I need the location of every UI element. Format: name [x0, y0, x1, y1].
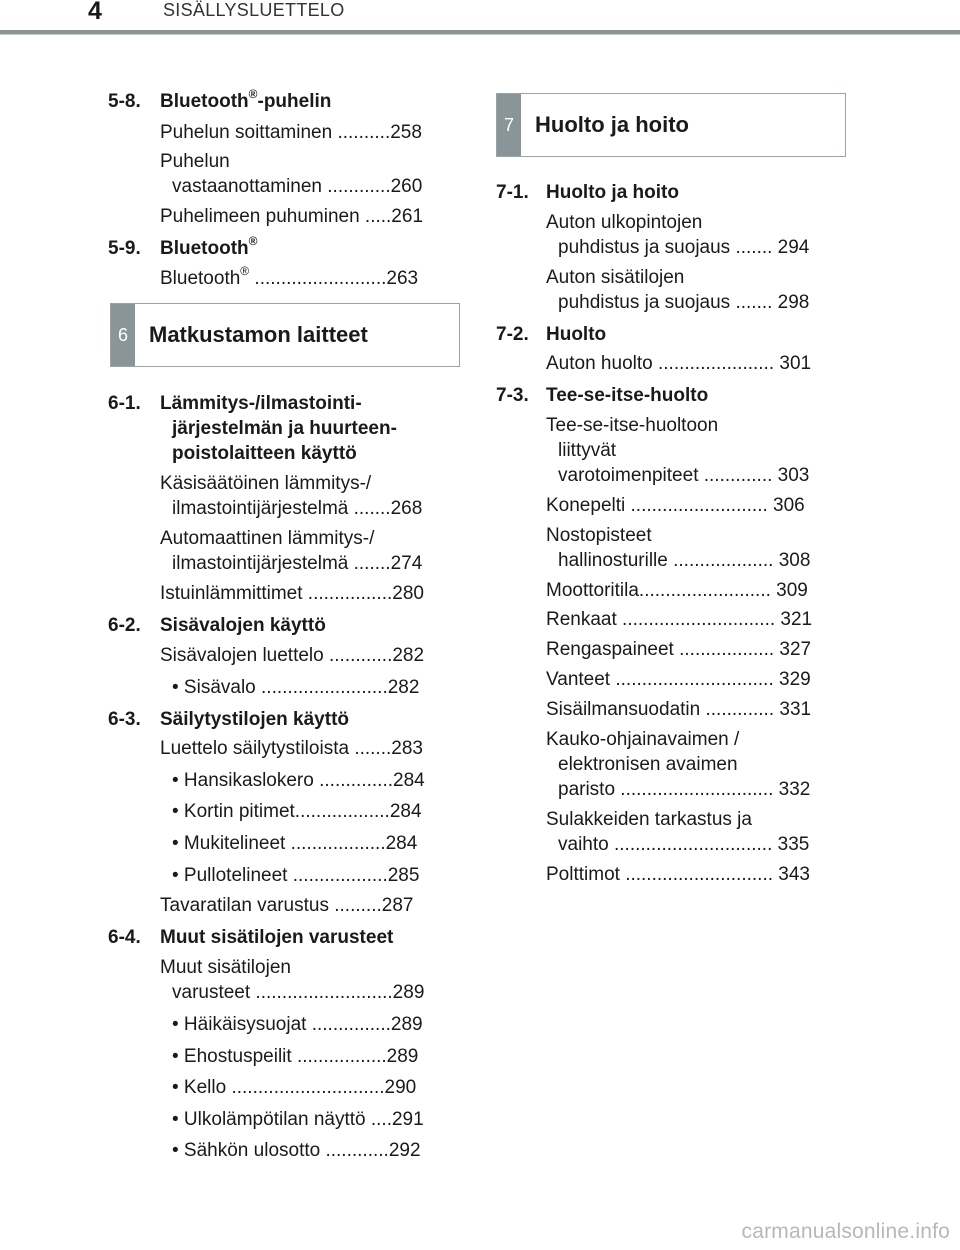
- toc-entry[interactable]: • Pullotelineet ..................285: [172, 865, 420, 886]
- section-title: järjestelmän ja huurteen-: [172, 418, 397, 439]
- toc-entry[interactable]: Renkaat ............................. 321: [546, 609, 813, 630]
- section-number: 6-4.: [108, 927, 141, 948]
- toc-entry[interactable]: elektronisen avaimen: [558, 754, 738, 775]
- toc-entry[interactable]: • Ulkolämpötilan näyttö ....291: [172, 1109, 424, 1130]
- section-title: Tee-se-itse-huolto: [546, 385, 709, 406]
- section-number: 7-2.: [496, 324, 529, 345]
- toc-entry[interactable]: Käsisäätöinen lämmitys-/: [160, 473, 372, 494]
- toc-entry[interactable]: • Kello .............................290: [172, 1077, 417, 1098]
- toc-entry[interactable]: Sisävalojen luettelo ............282: [160, 645, 425, 666]
- toc-entry[interactable]: Kauko-ohjainavaimen /: [546, 729, 740, 750]
- section-title: Huolto ja hoito: [546, 182, 679, 203]
- section-title: Huolto: [546, 324, 607, 345]
- section-title: Sisävalojen käyttö: [160, 615, 326, 636]
- section-number: 5-8.: [108, 91, 141, 112]
- toc-heading-6-1[interactable]: [108, 393, 141, 415]
- section-6-header: [110, 303, 460, 367]
- toc-entry[interactable]: Puhelun soittaminen ..........258: [160, 122, 422, 143]
- toc-entry[interactable]: ilmastointijärjestelmä .......268: [172, 498, 423, 519]
- toc-entry[interactable]: • Kortin pitimet..................284: [172, 801, 422, 822]
- toc-entry[interactable]: Tavaratilan varustus .........287: [160, 895, 414, 916]
- toc-entry[interactable]: hallinosturille ................... 308: [558, 550, 811, 571]
- section-title: Bluetooth®-puhelin: [160, 87, 332, 112]
- section-title: Lämmitys-/ilmastointi-: [160, 393, 362, 414]
- section-number: 6-3.: [108, 709, 141, 730]
- toc-entry[interactable]: Rengaspaineet .................. 327: [546, 639, 812, 660]
- section-title: Bluetooth®: [160, 234, 258, 259]
- toc-entry[interactable]: Automaattinen lämmitys-/: [160, 528, 375, 549]
- section-tab-number: 7: [497, 94, 521, 156]
- section-title: Säilytystilojen käyttö: [160, 709, 350, 730]
- toc-entry[interactable]: puhdistus ja suojaus ....... 294: [558, 237, 810, 258]
- toc-heading-7-1[interactable]: [496, 182, 679, 204]
- toc-entry[interactable]: Sulakkeiden tarkastus ja: [546, 809, 752, 830]
- toc-heading-5-8[interactable]: [108, 87, 332, 113]
- toc-heading-7-2[interactable]: [496, 324, 607, 346]
- toc-entry[interactable]: Tee-se-itse-huoltoon: [546, 415, 719, 436]
- toc-entry[interactable]: Vanteet .............................. 329: [546, 669, 811, 690]
- toc-entry[interactable]: Konepelti .......................... 306: [546, 495, 805, 516]
- toc-entry[interactable]: Puhelimeen puhuminen .....261: [160, 206, 424, 227]
- section-tab-title: Huolto ja hoito: [535, 112, 689, 137]
- toc-entry[interactable]: • Häikäisysuojat ...............289: [172, 1014, 423, 1035]
- toc-entry[interactable]: puhdistus ja suojaus ....... 298: [558, 292, 810, 313]
- toc-entry[interactable]: Bluetooth® .........................263: [160, 264, 419, 289]
- toc-entry[interactable]: Muut sisätilojen: [160, 957, 291, 978]
- toc-entry[interactable]: liittyvät: [558, 440, 617, 461]
- toc-entry[interactable]: Moottoritila......................... 309: [546, 580, 808, 601]
- toc-entry[interactable]: vaihto .............................. 335: [558, 834, 810, 855]
- toc-entry[interactable]: paristo ............................. 332: [558, 779, 811, 800]
- toc-heading-7-3[interactable]: [496, 385, 709, 407]
- toc-entry[interactable]: varusteet ..........................289: [172, 982, 425, 1003]
- toc-entry[interactable]: varotoimenpiteet ............. 303: [558, 465, 810, 486]
- toc-entry[interactable]: ilmastointijärjestelmä .......274: [172, 553, 423, 574]
- toc-entry[interactable]: vastaanottaminen ............260: [172, 176, 423, 197]
- toc-entry[interactable]: Polttimot ............................ 343: [546, 864, 810, 885]
- toc-heading-6-2[interactable]: [108, 615, 326, 637]
- section-title: Muut sisätilojen varusteet: [160, 927, 394, 948]
- toc-heading-5-9[interactable]: [108, 234, 258, 260]
- section-tab-title: Matkustamon laitteet: [149, 322, 368, 347]
- toc-entry[interactable]: • Mukitelineet ..................284: [172, 833, 418, 854]
- toc-entry[interactable]: • Ehostuspeilit .................289: [172, 1046, 419, 1067]
- toc-heading-6-3[interactable]: [108, 709, 350, 731]
- toc-entry[interactable]: Sisäilmansuodatin ............. 331: [546, 699, 812, 720]
- toc-entry[interactable]: Nostopisteet: [546, 525, 652, 546]
- toc-heading-6-4[interactable]: [108, 927, 394, 949]
- toc-entry[interactable]: Luettelo säilytystiloista .......283: [160, 738, 423, 759]
- toc-entry[interactable]: Auton ulkopintojen: [546, 212, 703, 233]
- toc-entry[interactable]: • Sähkön ulosotto ............292: [172, 1140, 421, 1161]
- section-number: 6-2.: [108, 615, 141, 636]
- watermark: carmanualsonline.info: [741, 1220, 950, 1243]
- section-title: poistolaitteen käyttö: [172, 443, 357, 464]
- section-number: 5-9.: [108, 238, 141, 259]
- toc-entry[interactable]: Puhelun: [160, 151, 230, 172]
- toc-entry[interactable]: Auton huolto ...................... 301: [546, 353, 812, 374]
- section-tab-number: 6: [111, 304, 135, 366]
- toc-entry[interactable]: • Hansikaslokero ..............284: [172, 770, 425, 791]
- header-rule-thin: [0, 34, 960, 35]
- page-number: 4: [88, 0, 102, 25]
- section-7-header: [496, 93, 846, 157]
- toc-entry[interactable]: Auton sisätilojen: [546, 267, 685, 288]
- section-number: 7-1.: [496, 182, 529, 203]
- toc-entry[interactable]: • Sisävalo ........................282: [172, 677, 420, 698]
- section-number: 7-3.: [496, 385, 529, 406]
- header-title: SISÄLLYSLUETTELO: [163, 0, 345, 20]
- toc-entry[interactable]: Istuinlämmittimet ................280: [160, 583, 424, 604]
- section-number: 6-1.: [108, 393, 141, 414]
